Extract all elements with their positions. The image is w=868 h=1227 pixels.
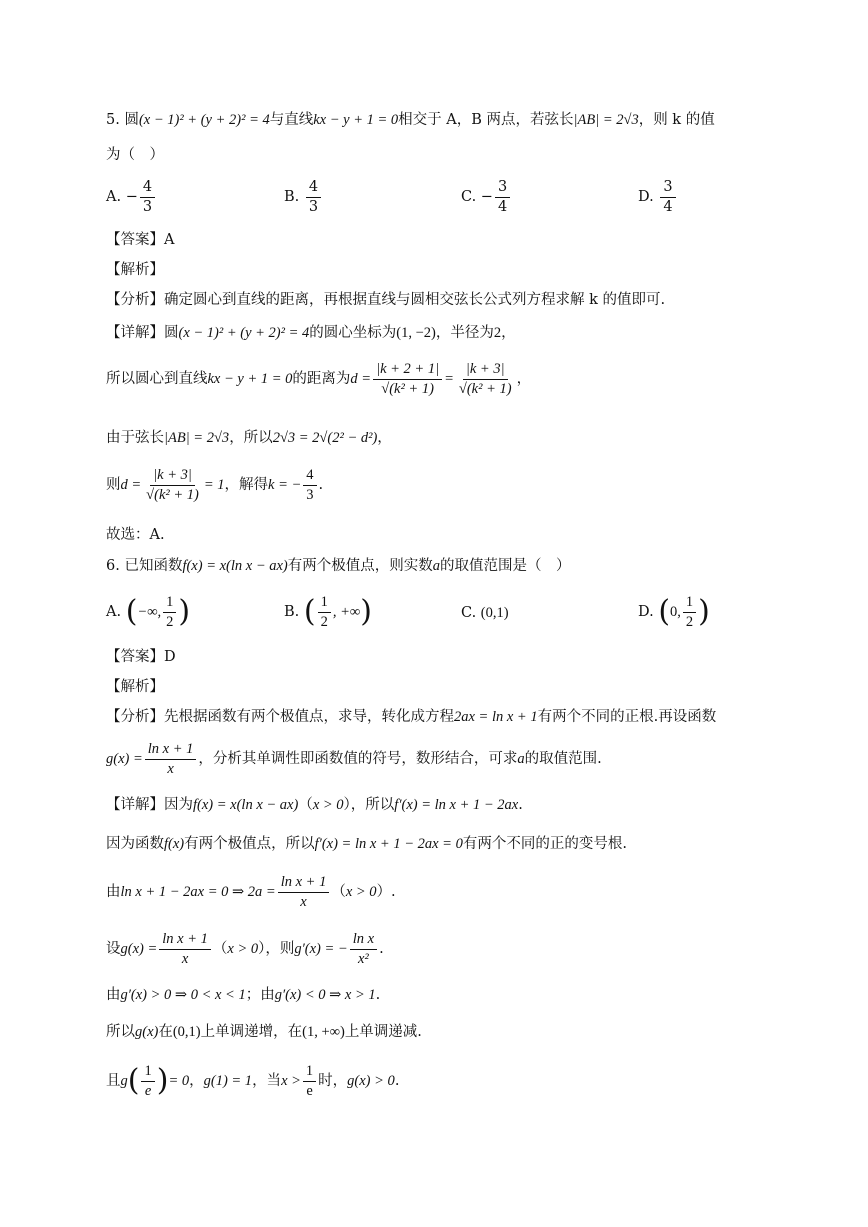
numerator: ln x + 1: [145, 742, 197, 760]
text: 由: [106, 884, 121, 900]
q6-detail-line1: [106, 798, 523, 813]
right-paren: ): [698, 594, 710, 629]
denominator: e: [306, 1082, 313, 1099]
denominator: 3: [306, 486, 314, 503]
q5-fenxi: 【分析】确定圆心到直线的距离，再根据直线与圆相交弦长公式列方程求解 k 的值即可.: [106, 292, 666, 308]
fraction: [303, 1064, 316, 1098]
condition: x >: [281, 1073, 301, 1089]
equation: g(x) > 0: [347, 1073, 395, 1089]
q6-answer: 【答案】D: [106, 649, 176, 665]
q5-stem-text: ，则 k 的值: [638, 112, 715, 128]
k-value: k = −: [268, 477, 302, 493]
text: ；由: [245, 987, 275, 1003]
option-label: B.: [284, 604, 300, 620]
equals-one: = 1: [203, 477, 225, 493]
text: 有两个不同的正的变号根.: [462, 836, 627, 852]
text: 所以: [106, 1024, 135, 1040]
q6-detail-line6: [106, 1025, 422, 1040]
text: .: [394, 1073, 400, 1089]
q5-detail-line3: [106, 431, 392, 446]
text: ，所以: [229, 430, 273, 446]
text: ），所以: [343, 797, 395, 813]
q5-stem-text: 圆: [124, 112, 139, 128]
q6-detail-line7: [106, 1064, 399, 1098]
left-paren: (: [303, 594, 316, 629]
numerator: |k + 2 + 1|: [373, 362, 442, 380]
text: 有两个不同的正根.再设函数: [537, 709, 717, 725]
numerator: 1: [683, 595, 696, 613]
option-label: C.: [461, 605, 477, 621]
distance-fraction: [143, 468, 202, 502]
text: ，: [516, 371, 532, 387]
option-fraction: [163, 595, 176, 629]
text: 上单调递减.: [344, 1024, 422, 1040]
distance-fraction-1: [373, 362, 442, 396]
numerator: 4: [306, 180, 321, 198]
text: 有两个极值点，则实数: [287, 558, 433, 574]
distance-symbol: d =: [350, 371, 372, 387]
numerator: 3: [495, 180, 510, 198]
q5-line-equation: kx − y + 1 = 0: [313, 112, 399, 128]
increasing-condition: g′(x) > 0 ⇒ 0 < x < 1: [120, 987, 246, 1003]
numerator: ln x + 1: [278, 875, 330, 893]
text: .: [318, 477, 324, 493]
option-label: A.: [106, 604, 122, 620]
numerator: 1: [141, 1064, 154, 1082]
text: ，分析其单调性即函数值的符号，数形结合，可求: [198, 751, 518, 767]
option-sign: −: [125, 189, 138, 205]
denominator: √(k² + 1): [381, 380, 434, 397]
text: 【详解】圆: [106, 325, 179, 341]
q5-detail-line4: [106, 468, 323, 502]
text: 由: [106, 987, 121, 1003]
variable-a: a: [517, 751, 525, 767]
option-label: D.: [638, 604, 654, 620]
decreasing-condition: g′(x) < 0 ⇒ x > 1: [274, 987, 376, 1003]
equation: ln x + 1 − 2ax = 0 ⇒ 2a =: [120, 884, 276, 900]
line-equation: kx − y + 1 = 0: [207, 371, 293, 387]
interval: (1, +∞): [302, 1024, 345, 1040]
g-function: g(x) =: [106, 751, 143, 767]
text: 上单调递增，在: [200, 1024, 303, 1040]
text: 则: [106, 477, 121, 493]
k-fraction: [303, 468, 316, 502]
q5-circle-equation: (x − 1)² + (y + 2)² = 4: [138, 112, 270, 128]
denominator: x: [300, 893, 307, 910]
g-function: g(x) =: [120, 941, 158, 957]
option-label: B.: [284, 189, 300, 205]
interval: (0,1): [480, 605, 509, 621]
text: 的圆心坐标为: [309, 325, 397, 341]
numerator: ln x: [350, 932, 377, 950]
equation: 2ax = ln x + 1: [454, 709, 538, 725]
text: ）.: [376, 884, 396, 900]
numerator: 1: [303, 1064, 316, 1082]
right-paren: ): [156, 1063, 169, 1098]
denominator: e: [144, 1082, 152, 1099]
numerator: 1: [318, 595, 331, 613]
denominator: x: [167, 760, 174, 777]
text: ，: [377, 430, 392, 446]
q6-detail-line4: [106, 932, 384, 966]
g-fraction: [145, 742, 197, 776]
q5-chord-length: |AB| = 2√3: [573, 112, 639, 128]
interval-right: , +∞: [332, 604, 361, 620]
text: 因为函数: [106, 836, 164, 852]
option-fraction: [140, 180, 155, 214]
left-paren: (: [127, 1063, 140, 1098]
text: 在: [158, 1024, 173, 1040]
text: 有两个极值点，所以: [184, 836, 315, 852]
numerator: |k + 3|: [463, 362, 508, 380]
fraction: [141, 1064, 154, 1098]
q6-fenxi-line2: [106, 742, 602, 776]
q6-stem: [106, 559, 571, 574]
text: 所以圆心到直线: [106, 371, 208, 387]
q5-stem-text: 与直线: [269, 112, 314, 128]
equals-sign: =: [444, 371, 454, 387]
text: .: [518, 797, 523, 813]
option-fraction: [683, 595, 696, 629]
derivative: f′(x) = ln x + 1 − 2ax: [394, 797, 519, 813]
option-label: A.: [106, 189, 122, 205]
option-fraction: [660, 180, 675, 214]
q5-stem-line1: [106, 113, 715, 128]
text: .: [375, 987, 381, 1003]
denominator: √(k² + 1): [146, 486, 199, 503]
q6-option-b: [284, 595, 372, 629]
denominator: x: [181, 950, 189, 967]
q5-option-b: [284, 180, 323, 214]
option-fraction: [495, 180, 510, 214]
q5-option-c: [461, 180, 512, 214]
q6-option-c: [461, 606, 509, 621]
numerator: 1: [163, 595, 176, 613]
numerator: 3: [660, 180, 675, 198]
fraction: [159, 932, 211, 966]
q6-analysis-title: 【解析】: [106, 679, 164, 695]
right-paren: ): [360, 594, 372, 629]
denominator: 2: [685, 613, 694, 630]
left-paren: (: [125, 594, 138, 629]
numerator: ln x + 1: [159, 932, 211, 950]
q6-detail-line5: [106, 988, 380, 1003]
denominator: 2: [166, 613, 174, 630]
q6-fenxi-line1: [106, 710, 716, 725]
chord-length: |AB| = 2√3: [164, 430, 230, 446]
derivative-equation: f′(x) = ln x + 1 − 2ax = 0: [314, 836, 463, 852]
distance-symbol: d =: [120, 477, 142, 493]
denominator: √(k² + 1): [458, 380, 512, 397]
text: 由于弦长: [106, 430, 164, 446]
numerator: 4: [303, 468, 316, 486]
g-function: g: [120, 1073, 128, 1089]
interval: (0,1): [172, 1024, 201, 1040]
function-definition: f(x) = x(ln x − ax): [182, 558, 288, 574]
condition: x > 0: [345, 884, 377, 900]
text: ，解得: [224, 477, 269, 493]
q5-detail-line2: [106, 362, 531, 396]
text: 的取值范围.: [524, 751, 602, 767]
text: ，当: [252, 1073, 282, 1089]
g-derivative: g′(x) = −: [294, 941, 348, 957]
q5-stem-line2: 为（ ）: [106, 147, 164, 163]
function: f(x): [164, 836, 185, 852]
radius-value: 2: [493, 325, 502, 341]
q5-analysis-title: 【解析】: [106, 262, 164, 278]
q5-stem-text: 相交于 A，B 两点，若弦长: [398, 112, 574, 128]
right-paren: ): [178, 594, 191, 629]
denominator: 4: [663, 198, 673, 215]
text: 时，: [318, 1073, 348, 1089]
text: 的取值范围是（ ）: [440, 558, 571, 574]
distance-fraction-2: [456, 362, 515, 396]
q5-answer: 【答案】A: [106, 232, 175, 248]
q6-detail-line2: [106, 837, 627, 852]
chord-equation: 2√3 = 2√(2² − d²): [272, 430, 378, 446]
q6-option-a: [106, 595, 190, 629]
q6-option-d: [638, 595, 710, 629]
q5-option-d: [638, 180, 678, 214]
text: ，: [189, 1073, 204, 1089]
text: （: [298, 797, 313, 813]
text: 【分析】先根据函数有两个极值点，求导，转化成方程: [106, 709, 454, 725]
interval-left: 0,: [670, 604, 681, 620]
q5-detail-line1: [106, 326, 516, 341]
center-point: (1, −2): [396, 325, 436, 341]
left-paren: (: [658, 594, 671, 629]
function-definition: f(x) = x(ln x − ax): [193, 797, 299, 813]
q5-conclusion: 故选：A.: [106, 527, 165, 543]
option-fraction: [318, 595, 331, 629]
denominator: x²: [357, 950, 369, 967]
denominator: 3: [142, 198, 153, 215]
text: ，半径为: [435, 325, 494, 341]
option-label: D.: [638, 189, 654, 205]
equation: g(1) = 1: [203, 1073, 253, 1089]
text: 设: [106, 941, 121, 957]
text: ），则: [258, 941, 295, 957]
text: （: [331, 884, 346, 900]
q5-option-a: [106, 180, 157, 214]
circle-equation: (x − 1)² + (y + 2)² = 4: [178, 325, 310, 341]
fraction: [350, 932, 377, 966]
option-label: C.: [461, 189, 477, 205]
text: .: [379, 941, 384, 957]
text: 的距离为: [292, 371, 351, 387]
q6-detail-line3: [106, 875, 396, 909]
option-sign: −: [480, 189, 493, 205]
text: 且: [106, 1073, 121, 1089]
condition: x > 0: [227, 941, 259, 957]
fraction: [278, 875, 330, 909]
denominator: 3: [308, 198, 319, 215]
text: ，: [501, 325, 516, 341]
g-function: g(x): [135, 1024, 159, 1040]
text: （: [212, 941, 228, 957]
denominator: 2: [320, 613, 328, 630]
q6-number: 6.: [106, 558, 120, 574]
numerator: 4: [140, 180, 155, 198]
option-fraction: [306, 180, 321, 214]
numerator: |k + 3|: [150, 468, 195, 486]
q5-number: 5.: [106, 112, 120, 128]
condition: x > 0: [312, 797, 344, 813]
variable-a: a: [432, 558, 441, 574]
text: 【详解】因为: [106, 797, 193, 813]
text: 已知函数: [124, 558, 183, 574]
interval-left: −∞,: [137, 604, 162, 620]
denominator: 4: [497, 198, 508, 215]
equation: = 0: [168, 1073, 190, 1089]
